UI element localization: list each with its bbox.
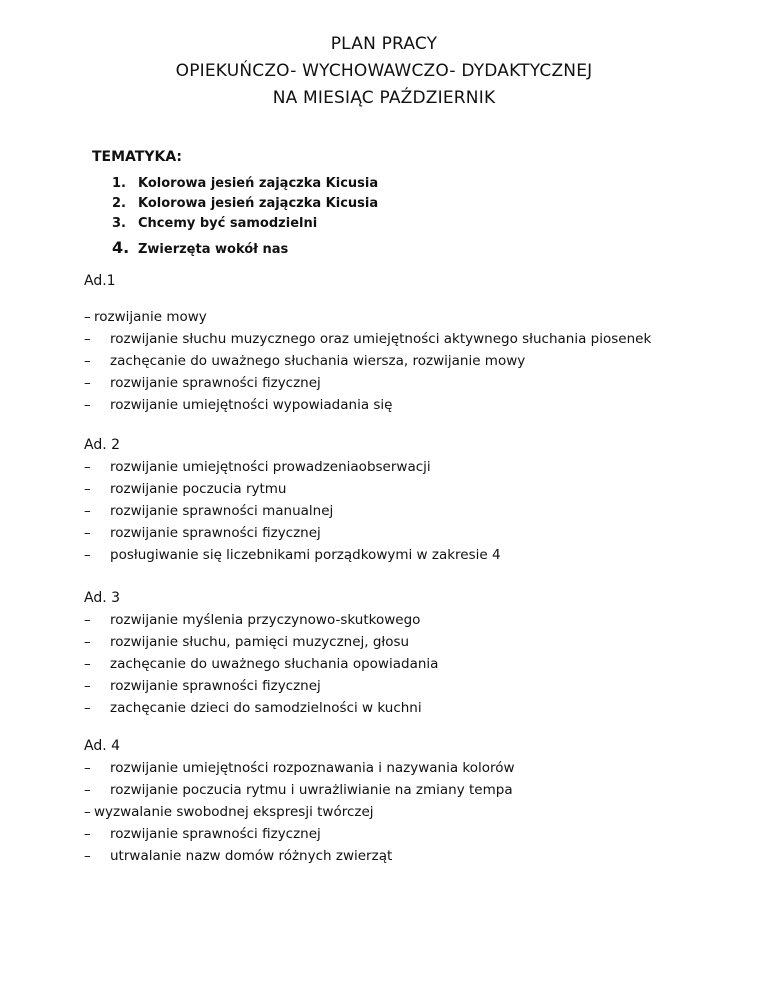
list-item-text: posługiwanie się liczebnikami porządkowymi w zakresie 4 (110, 547, 501, 563)
section-label: Ad. 3 (84, 590, 121, 606)
bullet-dash: – (84, 397, 91, 413)
list-item-text: rozwijanie sprawności fizycznej (110, 678, 321, 694)
topic-number: 4. (112, 238, 130, 257)
bullet-dash: – (84, 309, 91, 325)
list-item (84, 823, 515, 845)
topic-text: Kolorowa jesień zajączka Kicusia (138, 196, 379, 211)
list-item (84, 522, 501, 544)
bullet-dash: – (84, 782, 91, 798)
list-item (84, 500, 501, 522)
list-item-text: rozwijanie sprawności fizycznej (110, 375, 321, 391)
list-item-text: zachęcanie dzieci do samodzielności w kuchni (110, 700, 422, 716)
bullet-dash: – (84, 481, 91, 497)
list-item (84, 372, 651, 394)
list-item (84, 609, 438, 631)
list-item-text: rozwijanie umiejętności wypowiadania się (110, 397, 393, 413)
bullet-dash: – (84, 848, 91, 864)
list-item-text: zachęcanie do uważnego słuchania opowiadania (110, 656, 439, 672)
list-item (84, 456, 501, 478)
list-item-text: rozwijanie słuchu, pamięci muzycznej, głosu (110, 634, 410, 650)
list-item (84, 544, 501, 566)
bullet-dash: – (84, 547, 91, 563)
list-item-text: rozwijanie słuchu muzycznego oraz umiejętności aktywnego słuchania piosenek (110, 331, 652, 347)
list-item (84, 697, 438, 719)
section-ad-1 (84, 270, 651, 416)
list-item-text: zachęcanie do uważnego słuchania wiersza, rozwijanie mowy (110, 353, 526, 369)
section-items (84, 757, 515, 867)
list-item (84, 801, 515, 823)
bullet-dash: – (84, 700, 91, 716)
list-item (84, 653, 438, 675)
bullet-dash: – (84, 826, 91, 842)
list-item (84, 757, 515, 779)
list-item-text: rozwijanie poczucia rytmu (110, 481, 287, 497)
topic-number: 3. (112, 216, 126, 231)
topic-text: Zwierzęta wokół nas (138, 242, 289, 257)
section-ad-4 (84, 735, 515, 867)
topic-item (112, 196, 378, 216)
document-title-line-3: NA MIESIĄC PAŹDZIERNIK (272, 88, 496, 108)
bullet-dash: – (84, 503, 91, 519)
bullet-dash: – (84, 804, 91, 820)
topic-item (112, 216, 378, 236)
topics-heading: TEMATYKA: (92, 149, 183, 165)
bullet-dash: – (84, 353, 91, 369)
bullet-dash: – (84, 760, 91, 776)
bullet-dash: – (84, 375, 91, 391)
list-item (84, 350, 651, 372)
bullet-dash: – (84, 656, 91, 672)
topic-item (112, 238, 378, 258)
list-item (84, 478, 501, 500)
list-item-text: rozwijanie sprawności manualnej (110, 503, 334, 519)
bullet-dash: – (84, 525, 91, 541)
list-item-text: rozwijanie poczucia rytmu i uwrażliwianie na zmiany tempa (110, 782, 513, 798)
list-item-text: wyzwalanie swobodnej ekspresji twórczej (94, 804, 374, 820)
list-item-text: utrwalanie nazw domów różnych zwierząt (110, 848, 393, 864)
list-item-text: rozwijanie umiejętności rozpoznawania i nazywania kolorów (110, 760, 515, 776)
topic-item (112, 176, 378, 196)
list-item-text: rozwijanie sprawności fizycznej (110, 826, 321, 842)
list-item (84, 631, 438, 653)
topics-list (112, 176, 378, 258)
list-item (84, 675, 438, 697)
list-item (84, 394, 651, 416)
bullet-dash: – (84, 634, 91, 650)
section-items (84, 306, 651, 416)
list-item (84, 328, 651, 350)
topic-number: 1. (112, 176, 126, 191)
list-item (84, 845, 515, 867)
section-label: Ad.1 (84, 273, 116, 289)
list-item-text: rozwijanie umiejętności prowadzeniaobserwacji (110, 459, 431, 475)
section-ad-3 (84, 587, 438, 719)
list-item-text: rozwijanie mowy (94, 309, 207, 325)
document-title-line-2: OPIEKUŃCZO- WYCHOWAWCZO- DYDAKTYCZNEJ (175, 61, 593, 81)
bullet-dash: – (84, 459, 91, 475)
section-items (84, 456, 501, 566)
section-label: Ad. 2 (84, 437, 121, 453)
topic-text: Kolorowa jesień zajączka Kicusia (138, 176, 379, 191)
list-item-text: rozwijanie myślenia przyczynowo-skutkowego (110, 612, 421, 628)
bullet-dash: – (84, 678, 91, 694)
section-ad-2 (84, 434, 501, 566)
section-items (84, 609, 438, 719)
topic-number: 2. (112, 196, 126, 211)
list-item-text: rozwijanie sprawności fizycznej (110, 525, 321, 541)
list-item (84, 306, 651, 328)
list-item (84, 779, 515, 801)
topic-text: Chcemy być samodzielni (138, 216, 318, 231)
bullet-dash: – (84, 331, 91, 347)
bullet-dash: – (84, 612, 91, 628)
section-label: Ad. 4 (84, 738, 121, 754)
document-title-line-1: PLAN PRACY (330, 34, 438, 54)
